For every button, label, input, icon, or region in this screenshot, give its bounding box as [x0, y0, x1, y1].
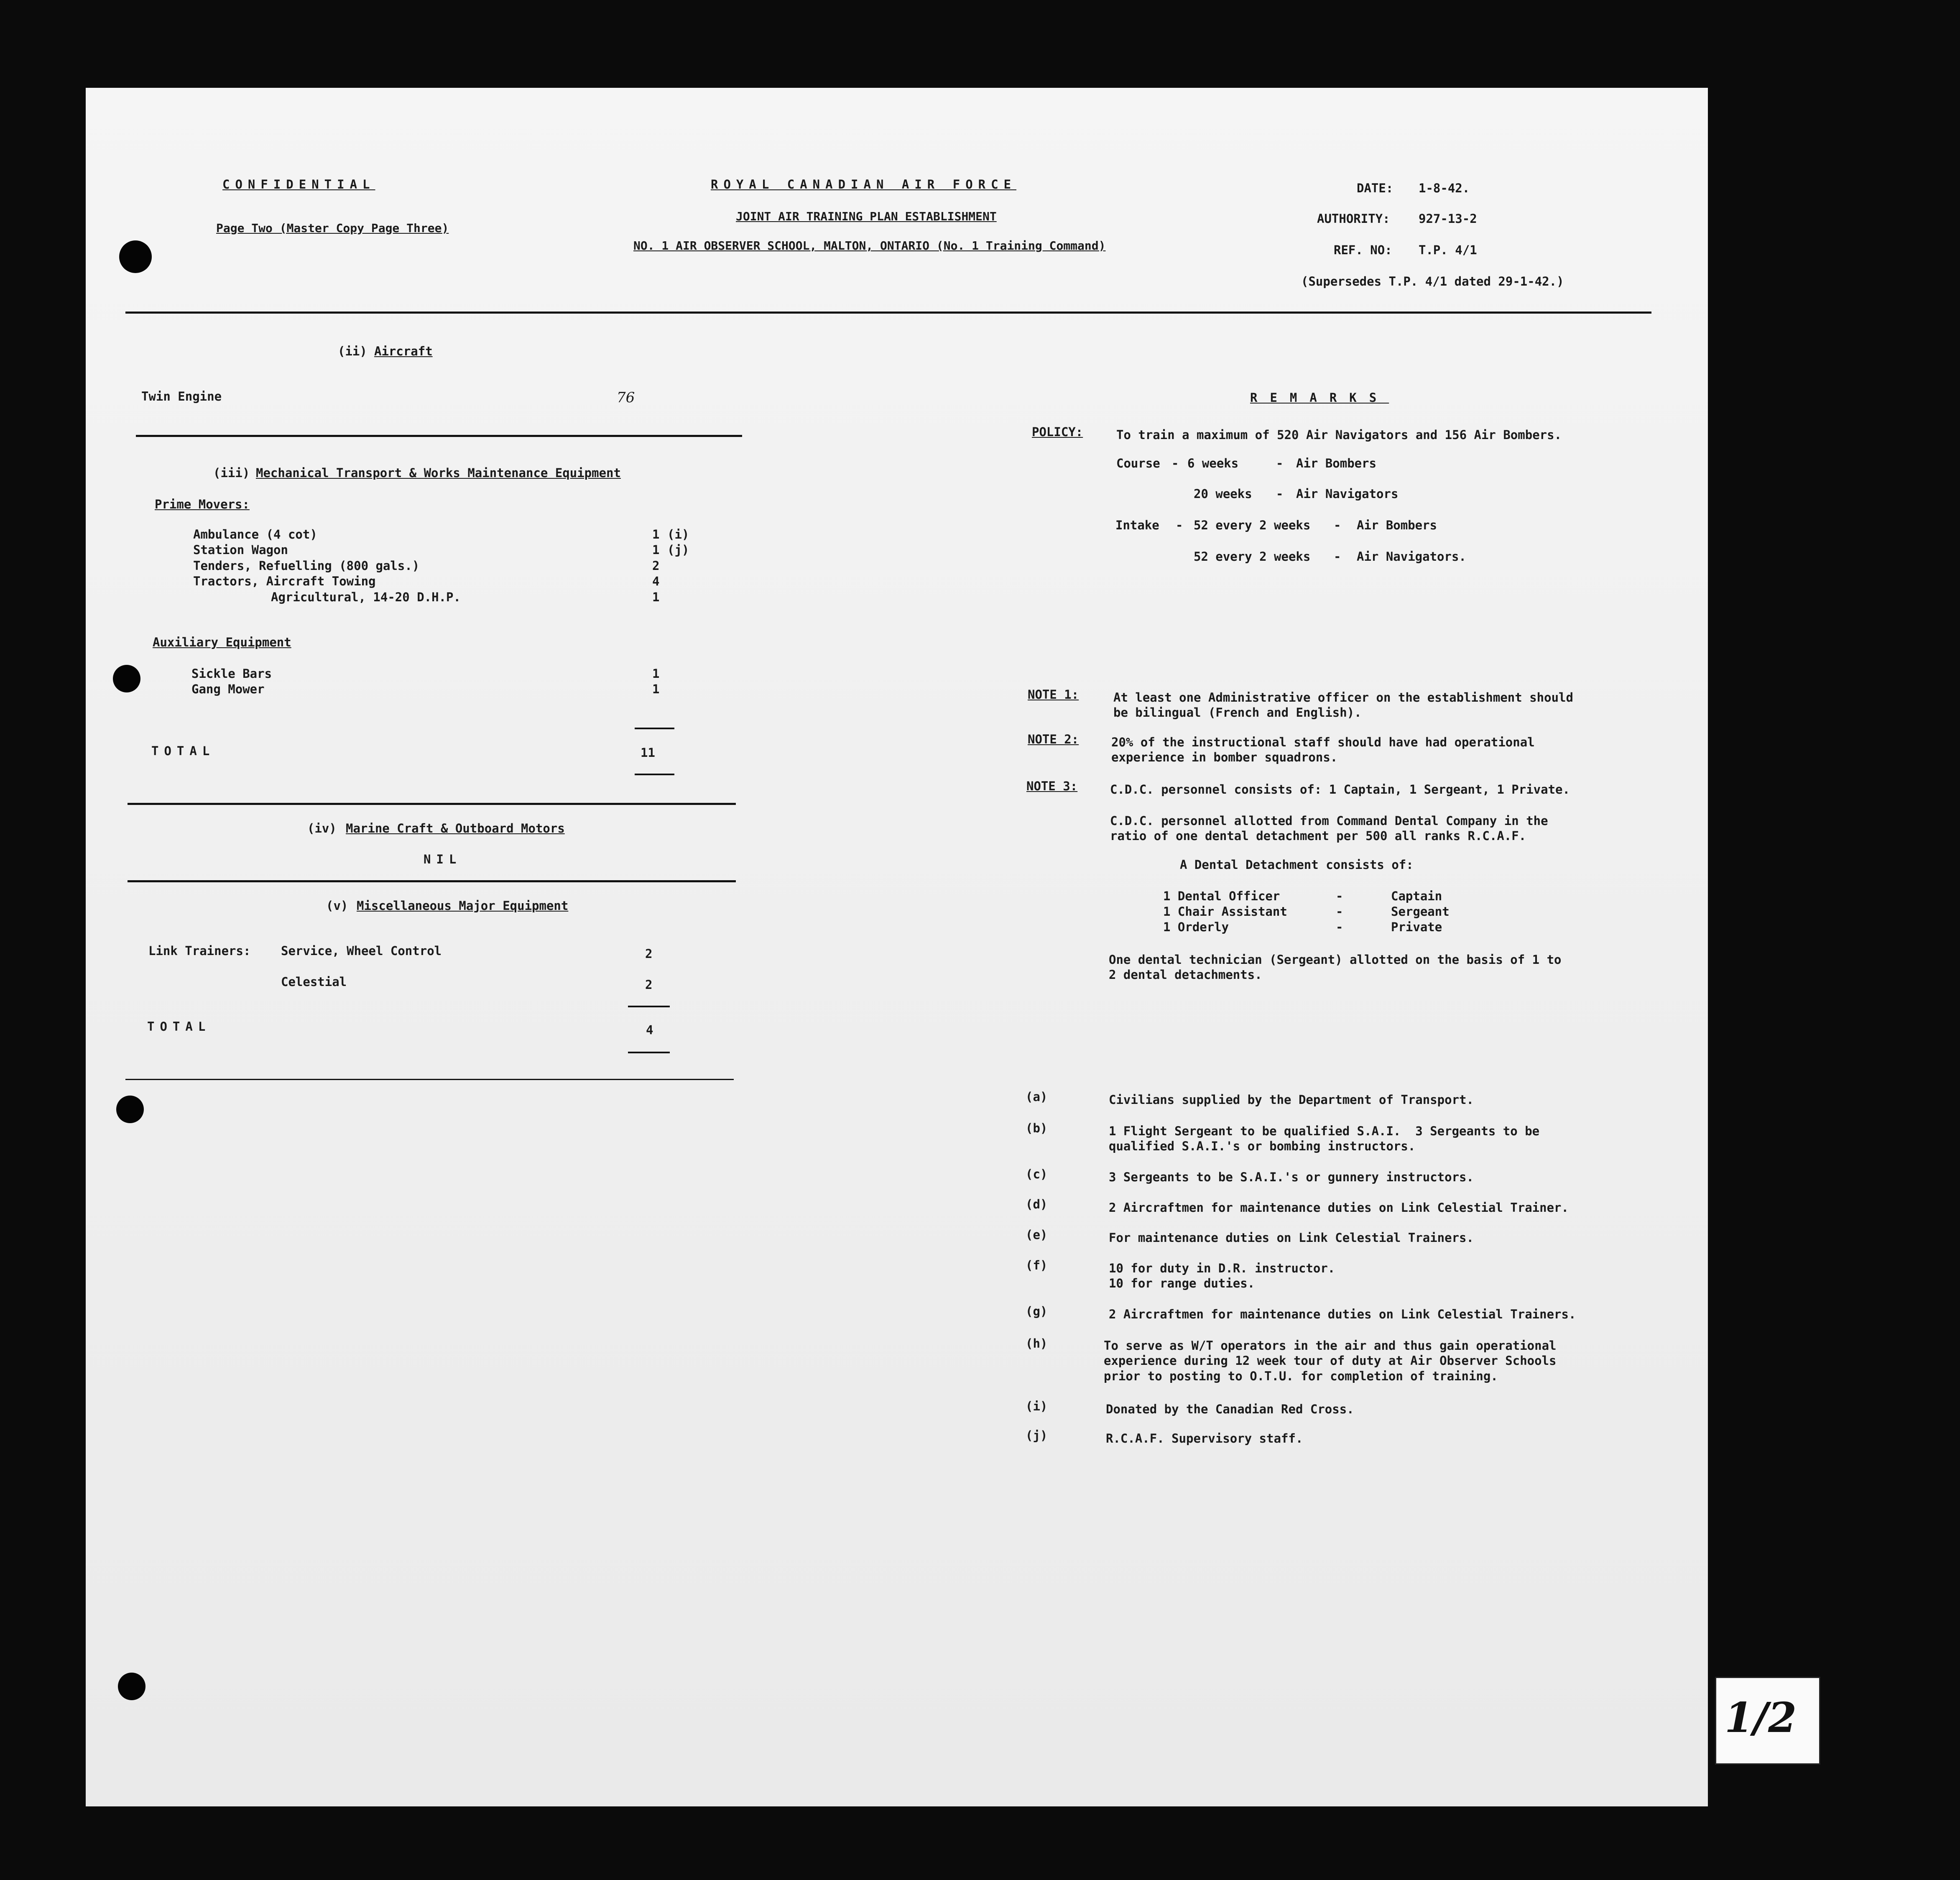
- footnote-key: (f): [1026, 1258, 1048, 1272]
- prime-mover-item: Tenders, Refuelling (800 gals.): [193, 559, 420, 573]
- mechanical-heading-num: (iii): [213, 466, 250, 480]
- prime-mover-note: (i): [667, 527, 689, 542]
- footnote-text: R.C.A.F. Supervisory staff.: [1106, 1431, 1303, 1446]
- ref-value: T.P. 4/1: [1419, 243, 1477, 257]
- page-reference: Page Two (Master Copy Page Three): [216, 221, 449, 235]
- prime-mover-note: (j): [667, 543, 689, 557]
- prime-mover-item: Ambulance (4 cot): [193, 527, 317, 542]
- marine-heading-num: (iv): [307, 821, 337, 835]
- footnote-key: (c): [1026, 1167, 1048, 1181]
- section-divider: [128, 803, 736, 805]
- marine-value: NIL: [424, 852, 462, 866]
- header-divider: [125, 312, 1651, 314]
- auxiliary-item: Gang Mower: [191, 682, 265, 696]
- dental-role: 1 Orderly: [1163, 920, 1229, 934]
- course-who: Air Navigators: [1296, 487, 1399, 501]
- footnote-text: 2 Aircraftmen for maintenance duties on Link Celestial Trainers.: [1109, 1307, 1576, 1321]
- footnote-text: For maintenance duties on Link Celestial Trainers.: [1109, 1231, 1474, 1245]
- misc-qty: 2: [645, 947, 653, 961]
- punch-hole-3: [116, 1096, 144, 1123]
- technician-text: One dental technician (Sergeant) allotted on the basis of 1 to 2 dental detachments.: [1109, 953, 1562, 982]
- footnote-text: To serve as W/T operators in the air and thus gain operational experience during 12 week tour of duty at Air Observer Schools prior to posting to O.T.U. for completion of training.: [1104, 1338, 1557, 1383]
- dental-rank: Private: [1391, 920, 1442, 934]
- remarks-heading: REMARKS: [1250, 391, 1389, 405]
- note-label: NOTE 3:: [1026, 779, 1078, 793]
- marine-heading: Marine Craft & Outboard Motors: [346, 821, 565, 835]
- aircraft-heading: Aircraft: [374, 344, 433, 358]
- aircraft-heading-num: (ii): [338, 344, 367, 358]
- plan-title: JOINT AIR TRAINING PLAN ESTABLISHMENT: [736, 209, 997, 223]
- note-text: 20% of the instructional staff should have had operational experience in bomber squadrons.: [1111, 735, 1535, 765]
- course-label: Course: [1116, 456, 1160, 470]
- note-text: At least one Administrative officer on the establishment should be bilingual (French and English).: [1113, 690, 1573, 720]
- cdc-text: C.D.C. personnel allotted from Command Dental Company in the ratio of one dental detachment per 500 all ranks R.C.A.F.: [1110, 814, 1548, 843]
- dash: -: [1336, 920, 1343, 934]
- prime-mover-item: Station Wagon: [193, 543, 288, 557]
- auxiliary-label: Auxiliary Equipment: [153, 635, 291, 649]
- misc-total-label: TOTAL: [147, 1019, 211, 1034]
- mechanical-total-label: TOTAL: [151, 744, 215, 758]
- mechanical-heading: Mechanical Transport & Works Maintenance Equipment: [256, 466, 621, 480]
- prime-mover-qty: 1: [652, 590, 660, 604]
- footnote-key: (g): [1026, 1304, 1048, 1318]
- intake-duration: 52 every 2 weeks: [1194, 518, 1311, 532]
- footnote-text: 10 for duty in D.R. instructor. 10 for range duties.: [1109, 1261, 1335, 1291]
- section-divider: [128, 880, 736, 882]
- dash: -: [1171, 456, 1179, 470]
- dental-intro: A Dental Detachment consists of:: [1180, 858, 1414, 872]
- footnote-text: Donated by the Canadian Red Cross.: [1106, 1402, 1354, 1416]
- authority-value: 927-13-2: [1419, 212, 1477, 226]
- total-rule-top: [635, 728, 674, 729]
- misc-item: Service, Wheel Control: [281, 944, 442, 958]
- supersedes-note: (Supersedes T.P. 4/1 dated 29-1-42.): [1301, 274, 1564, 289]
- course-duration: 6 weeks: [1187, 456, 1239, 470]
- prime-mover-qty: 1: [652, 543, 660, 557]
- prime-mover-item: Agricultural, 14-20 D.H.P.: [271, 590, 461, 604]
- dash: -: [1336, 904, 1343, 919]
- dash: -: [1176, 518, 1183, 532]
- footnote-key: (a): [1026, 1090, 1048, 1104]
- dash: -: [1336, 889, 1343, 903]
- section-divider: [136, 435, 742, 437]
- course-who: Air Bombers: [1296, 456, 1377, 470]
- policy-text: To train a maximum of 520 Air Navigators and 156 Air Bombers.: [1116, 428, 1562, 442]
- date-value: 1-8-42.: [1419, 181, 1470, 195]
- total-rule-bottom: [628, 1052, 670, 1053]
- classification: CONFIDENTIAL: [222, 177, 375, 192]
- dash: -: [1276, 456, 1284, 470]
- total-rule-top: [628, 1006, 670, 1007]
- policy-label: POLICY:: [1032, 425, 1083, 439]
- dental-rank: Sergeant: [1391, 904, 1450, 919]
- dash: -: [1334, 549, 1341, 564]
- intake-who: Air Navigators.: [1357, 549, 1466, 564]
- prime-mover-qty: 1: [652, 527, 660, 542]
- footnote-key: (b): [1026, 1121, 1048, 1135]
- footnote-key: (d): [1026, 1197, 1048, 1211]
- authority-label: AUTHORITY:: [1317, 212, 1390, 226]
- auxiliary-qty: 1: [652, 682, 660, 696]
- misc-total-value: 4: [646, 1023, 653, 1037]
- aircraft-item: Twin Engine: [141, 389, 222, 404]
- intake-who: Air Bombers: [1357, 518, 1437, 532]
- misc-item: Celestial: [281, 975, 347, 989]
- auxiliary-item: Sickle Bars: [191, 667, 272, 681]
- note-text: C.D.C. personnel consists of: 1 Captain, 1 Sergeant, 1 Private.: [1110, 782, 1570, 797]
- section-divider: [125, 1079, 734, 1080]
- mechanical-total-value: 11: [641, 746, 655, 760]
- org-title: ROYAL CANADIAN AIR FORCE: [711, 177, 1017, 192]
- course-duration: 20 weeks: [1194, 487, 1252, 501]
- footnote-text: 2 Aircraftmen for maintenance duties on Link Celestial Trainer.: [1109, 1201, 1569, 1215]
- stamp-number: 1/2: [1725, 1694, 1797, 1742]
- footnote-key: (i): [1026, 1399, 1048, 1413]
- punch-hole-top: [119, 240, 152, 273]
- footnote-text: 3 Sergeants to be S.A.I.'s or gunnery instructors.: [1109, 1170, 1474, 1184]
- total-rule-bottom: [635, 774, 674, 775]
- intake-label: Intake: [1115, 518, 1159, 532]
- note-label: NOTE 2:: [1028, 732, 1079, 746]
- dental-rank: Captain: [1391, 889, 1442, 903]
- misc-heading-num: (v): [326, 899, 348, 913]
- prime-movers-label: Prime Movers:: [155, 497, 250, 511]
- prime-mover-item: Tractors, Aircraft Towing: [193, 574, 376, 588]
- aircraft-qty: 76: [617, 389, 635, 406]
- dash: -: [1276, 487, 1284, 501]
- prime-mover-qty: 4: [652, 574, 660, 588]
- archive-page-stamp: [1715, 1677, 1820, 1765]
- misc-heading: Miscellaneous Major Equipment: [357, 899, 569, 913]
- misc-qty: 2: [645, 978, 653, 992]
- punch-hole-4: [118, 1673, 145, 1700]
- footnote-text: Civilians supplied by the Department of Transport.: [1109, 1093, 1474, 1107]
- prime-mover-qty: 2: [652, 559, 660, 573]
- footnote-key: (j): [1026, 1428, 1048, 1443]
- dental-role: 1 Dental Officer: [1163, 889, 1280, 903]
- ref-label: REF. NO:: [1334, 243, 1392, 257]
- footnote-key: (h): [1026, 1336, 1048, 1351]
- note-label: NOTE 1:: [1028, 687, 1079, 702]
- footnote-text: 1 Flight Sergeant to be qualified S.A.I. 3 Sergeants to be qualified S.A.I.'s or bombing instructors.: [1109, 1124, 1540, 1154]
- date-label: DATE:: [1357, 181, 1393, 195]
- auxiliary-qty: 1: [652, 667, 660, 681]
- link-trainers-label: Link Trainers:: [148, 944, 251, 958]
- footnote-key: (e): [1026, 1228, 1048, 1242]
- unit-title: NO. 1 AIR OBSERVER SCHOOL, MALTON, ONTARIO (No. 1 Training Command): [633, 239, 1106, 253]
- dental-role: 1 Chair Assistant: [1163, 904, 1287, 919]
- dash: -: [1334, 518, 1341, 532]
- intake-duration: 52 every 2 weeks: [1194, 549, 1311, 564]
- punch-hole-2: [113, 665, 140, 692]
